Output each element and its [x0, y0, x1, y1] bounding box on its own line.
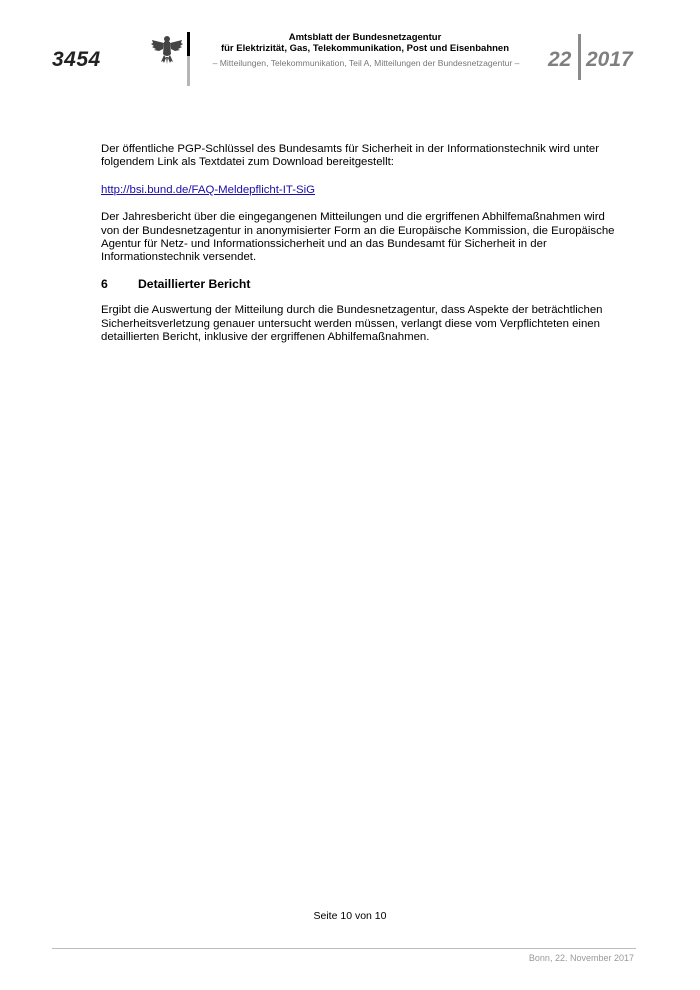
section-title: Detaillierter Bericht — [138, 276, 251, 291]
page-number: 3454 — [52, 48, 101, 71]
header-divider-grey — [187, 56, 190, 86]
issue-year: 2017 — [586, 48, 633, 71]
federal-eagle-icon — [150, 34, 184, 66]
paragraph-detailed-report: Ergibt die Auswertung der Mitteilung durch die Bundesnetzagentur, dass Aspekte der beträchtlichen Sicherheitsverletzung genauer untersucht werden müssen, verlangt diese vom Verpflichteten einen detaillierten Bericht, inklusive der ergriffenen Abhilfemaßnahmen. — [101, 304, 603, 344]
page-counter: Seite 10 von 10 — [313, 910, 387, 922]
document-body — [101, 143, 621, 344]
gazette-title: Amtsblatt der Bundesnetzagentur — [288, 32, 442, 43]
section-number: 6 — [101, 276, 108, 291]
issue-number: 22 — [548, 48, 572, 71]
gazette-title-subline: für Elektrizität, Gas, Telekommunikation, Post und Eisenbahnen — [220, 43, 510, 54]
footer-divider — [52, 948, 636, 949]
section-heading — [101, 278, 621, 291]
gazette-section-subtitle: – Mitteilungen, Telekommunikation, Teil A, Mitteilungen der Bundesnetzagentur – — [212, 58, 520, 68]
publication-date: Bonn, 22. November 2017 — [528, 953, 634, 963]
download-link[interactable]: http://bsi.bund.de/FAQ-Meldepflicht-IT-SiG — [101, 183, 315, 196]
paragraph-annual-report: Der Jahresbericht über die eingegangenen Mitteilungen und die ergriffenen Abhilfemaßnahmen wird von der Bundesnetzagentur in anonymisierter Form an die Europäische Kommission, die Europäische Agentur für Netz- und Informationssicherheit und an das Bundesamt für Sicherheit in der Informationstechnik versendet. — [101, 211, 615, 264]
paragraph-pgp-key: Der öffentliche PGP-Schlüssel des Bundesamts für Sicherheit in der Informationstechnik wird unter folgendem Link als Textdatei zum Download bereitgestellt: — [101, 143, 600, 169]
issue-divider — [578, 34, 581, 80]
